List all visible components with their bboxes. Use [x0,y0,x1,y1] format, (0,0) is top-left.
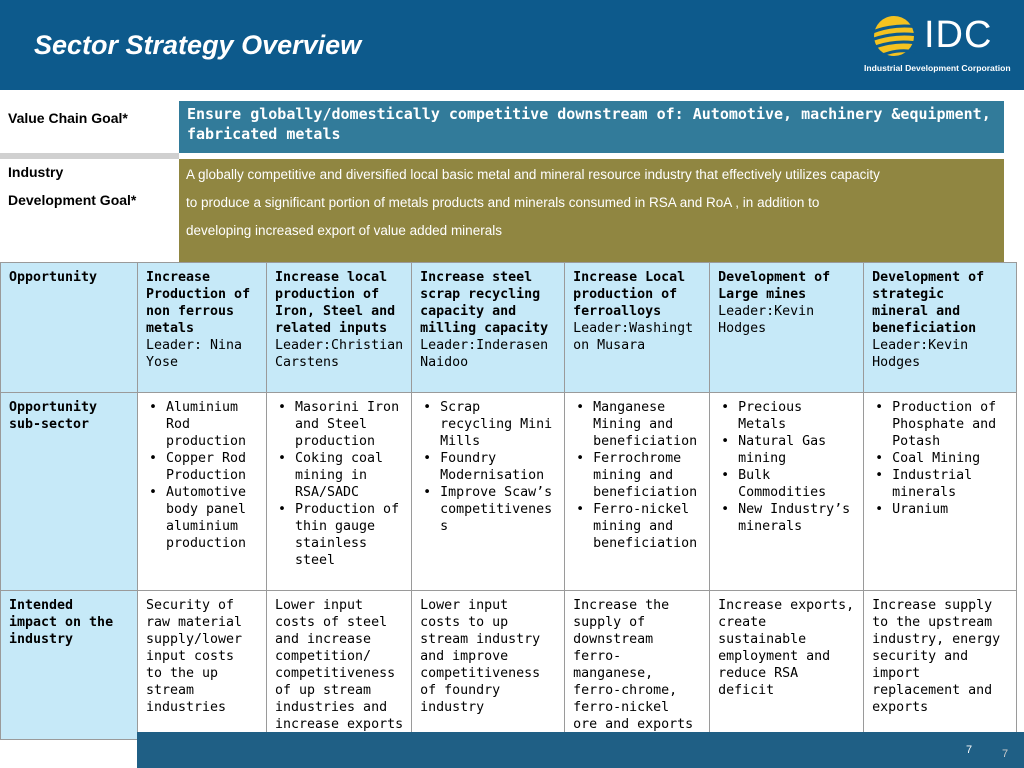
sub-sector-cell [412,393,565,591]
list-item: • Ferrochrome mining and beneficiation [593,450,701,501]
divider [0,153,179,159]
opportunity-cell [138,263,267,393]
opportunity-cell [267,263,412,393]
opportunity-leader: Leader: Nina Yose [146,338,243,370]
table-row [1,591,1017,740]
opportunity-leader: Leader:Washingt on Musara [573,321,694,353]
sub-sector-cell [864,393,1017,591]
opportunity-table [0,262,1017,740]
opportunity-cell [412,263,565,393]
table-row [1,263,1017,393]
value-chain-goal-text: Ensure globally/domestically competitive downstream of: Automotive, machinery &equipment, fabricated metals [187,105,991,143]
list-item: • Precious Metals [738,399,855,433]
value-chain-label: Value Chain Goal* [8,110,128,126]
industry-goal-box [179,159,1004,267]
value-chain-goal-box [179,101,1004,153]
list-item: • Aluminium Rod production [166,399,258,450]
opportunity-leader: Leader:Kevin Hodges [718,304,815,336]
industry-goal-text [186,161,1001,245]
row-label-sub-sector: Opportunity sub-sector [1,393,138,591]
logo-subtitle: Industrial Development Corporation [864,63,1011,73]
list-item: • Foundry Modernisation [440,450,556,484]
opportunity-title: Increase Production of non ferrous metals [146,270,251,336]
list-item: • Improve Scaw’s competitivenes s [440,484,556,535]
opportunity-cell [565,263,710,393]
impact-cell: Increase exports, create sustainable employment and reduce RSA deficit [710,591,864,740]
list-item: • Production of Phosphate and Potash [892,399,1008,450]
list-item: • Coking coal mining in RSA/SADC [295,450,403,501]
row-label-impact: Intended impact on the industry [1,591,138,740]
footer-bar [137,732,1024,768]
list-item: • Natural Gas mining [738,433,855,467]
list-item: • Bulk Commodities [738,467,855,501]
opportunity-title: Increase local production of Iron, Steel and related inputs [275,270,396,336]
industry-goal-line: to produce a significant portion of metals products and minerals consumed in RSA and RoA , in addition to [186,195,820,210]
table-row [1,393,1017,591]
opportunity-cell [710,263,864,393]
idc-sun-icon [864,12,926,62]
list-item: • Production of thin gauge stainless steel [295,501,403,569]
impact-cell: Increase supply to the upstream industry, energy security and import replacement and exports [864,591,1017,740]
list-item: • Uranium [892,501,1008,518]
header-bar [0,0,1024,90]
opportunity-title: Increase steel scrap recycling capacity and milling capacity [420,270,549,336]
page-title: Sector Strategy Overview [34,30,362,60]
logo-text: IDC [924,14,993,56]
impact-cell: Increase the supply of downstream ferro- manganese, ferro-chrome, ferro-nickel ore and exports [565,591,710,740]
industry-goal-label-line1: Industry [8,164,64,180]
sub-sector-cell [138,393,267,591]
list-item: • New Industry’s minerals [738,501,855,535]
row-label-opportunity: Opportunity [1,263,138,393]
list-item: • Ferro-nickel mining and beneficiation [593,501,701,552]
list-item: • Scrap recycling Mini Mills [440,399,556,450]
impact-cell: Security of raw material supply/lower input costs to the up stream industries [138,591,267,740]
impact-cell: Lower input costs to up stream industry and improve competitiveness of foundry industry [412,591,565,740]
opportunity-cell [864,263,1017,393]
impact-cell: Lower input costs of steel and increase competition/ competitiveness of up stream industries and increase exports [267,591,412,740]
list-item: • Industrial minerals [892,467,1008,501]
opportunity-title: Increase Local production of ferroalloys [573,270,686,319]
industry-goal-line: A globally competitive and diversified local basic metal and mineral resource industry that effectively utilizes capacity [186,167,880,182]
list-item: • Masorini Iron and Steel production [295,399,403,450]
list-item: • Copper Rod Production [166,450,258,484]
industry-goal-label-line2: Development Goal* [8,192,137,208]
page-number-ghost: 7 [1002,748,1009,760]
sub-sector-cell [710,393,864,591]
list-item: • Manganese Mining and beneficiation [593,399,701,450]
list-item: • Coal Mining [892,450,1008,467]
opportunity-title: Development of Large mines [718,270,831,302]
industry-goal-line: developing increased export of value added minerals [186,223,502,238]
opportunity-leader: Leader:Kevin Hodges [872,338,969,370]
idc-logo [858,6,1016,84]
opportunity-title: Development of strategic mineral and beneficiation [872,270,985,336]
opportunity-leader: Leader:Inderasen Naidoo [420,338,549,370]
opportunity-leader: Leader:Christian Carstens [275,338,404,370]
sub-sector-cell [267,393,412,591]
list-item: • Automotive body panel aluminium production [166,484,258,552]
page-number: 7 [966,744,973,756]
sub-sector-cell [565,393,710,591]
